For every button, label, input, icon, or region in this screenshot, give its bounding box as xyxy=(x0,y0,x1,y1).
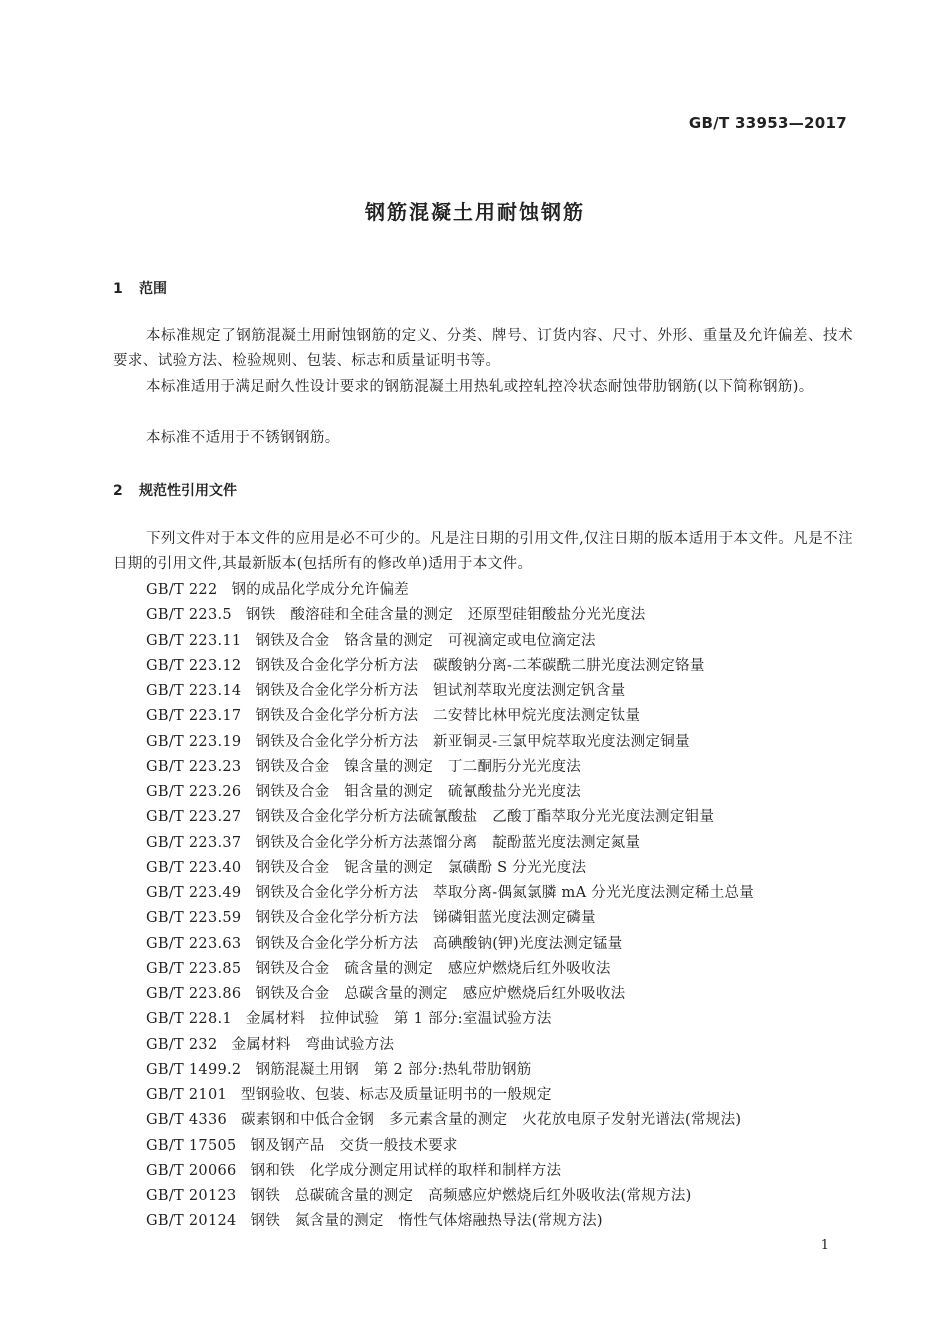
reference-item xyxy=(146,578,754,603)
reference-code: GB/T 223.49 xyxy=(146,885,242,901)
section-2-title: 规范性引用文件 xyxy=(139,483,237,499)
reference-title: 钢铁及合金化学分析方法 碳酸钠分离-二苯碳酰二肼光度法测定铬量 xyxy=(255,657,705,674)
reference-item xyxy=(146,755,754,780)
reference-item xyxy=(146,704,754,729)
reference-title: 钢铁 酸溶硅和全硅含量的测定 还原型硅钼酸盐分光光度法 xyxy=(245,607,646,624)
reference-code: GB/T 223.12 xyxy=(146,657,242,674)
reference-code: GB/T 4336 xyxy=(146,1112,228,1129)
reference-code: GB/T 223.19 xyxy=(146,733,242,750)
reference-item xyxy=(146,1058,754,1083)
reference-item xyxy=(146,679,754,704)
reference-title: 金属材料 拉伸试验 第 1 部分:室温试验方法 xyxy=(245,1011,552,1028)
reference-code: GB/T 223.11 xyxy=(146,632,242,649)
standard-code: GB/T 33953—2017 xyxy=(688,114,847,132)
reference-code: GB/T 223.27 xyxy=(146,809,242,826)
section-1-heading xyxy=(113,278,167,298)
section-2-number: 2 xyxy=(113,483,123,499)
reference-code: GB/T 20124 xyxy=(146,1213,237,1230)
reference-item xyxy=(146,629,754,654)
reference-code: GB/T 223.23 xyxy=(146,758,242,775)
reference-title: 钢及钢产品 交货一般技术要求 xyxy=(250,1137,458,1154)
section-1-paragraph-1: 本标准规定了钢筋混凝土用耐蚀钢筋的定义、分类、牌号、订货内容、尺寸、外形、重量及允许偏差、技术要求、试验方法、检验规则、包装、标志和质量证明书等。 xyxy=(113,328,853,369)
reference-title: 钢和铁 化学成分测定用试样的取样和制样方法 xyxy=(250,1162,562,1179)
reference-item xyxy=(146,1184,754,1209)
document-title: 钢筋混凝土用耐蚀钢筋 xyxy=(365,200,585,224)
reference-title: 钢铁 氮含量的测定 惰性气体熔融热导法(常规方法) xyxy=(250,1213,603,1230)
reference-code: GB/T 222 xyxy=(146,582,218,598)
reference-title: 钢铁及合金 总碳含量的测定 感应炉燃烧后红外吸收法 xyxy=(255,986,626,1002)
reference-item xyxy=(146,1134,754,1159)
reference-title: 钢铁及合金 镍含量的测定 丁二酮肟分光光度法 xyxy=(255,758,582,775)
reference-title: 钢铁及合金化学分析方法 萃取分离-偶氮氯膦 mA 分光光度法测定稀土总量 xyxy=(255,885,755,901)
reference-title: 钢铁及合金化学分析方法 高碘酸钠(钾)光度法测定锰量 xyxy=(255,935,623,952)
section-1-title: 范围 xyxy=(139,281,167,297)
reference-title: 钢筋混凝土用钢 第 2 部分:热轧带肋钢筋 xyxy=(255,1061,532,1078)
reference-code: GB/T 223.17 xyxy=(146,708,242,725)
reference-title: 钢铁及合金化学分析方法 新亚铜灵-三氯甲烷萃取光度法测定铜量 xyxy=(255,733,690,750)
reference-title: 钢的成品化学成分允许偏差 xyxy=(231,582,410,598)
reference-code: GB/T 223.26 xyxy=(146,784,242,800)
reference-item xyxy=(146,831,754,856)
reference-code: GB/T 228.1 xyxy=(146,1011,232,1028)
reference-item xyxy=(146,654,754,679)
reference-code: GB/T 223.86 xyxy=(146,986,242,1002)
reference-title: 型钢验收、包装、标志及质量证明书的一般规定 xyxy=(241,1087,552,1103)
page-number: 1 xyxy=(820,1238,829,1253)
section-2-paragraph-1: 下列文件对于本文件的应用是必不可少的。凡是注日期的引用文件,仅注日期的版本适用于本文件。凡是不注日期的引用文件,其最新版本(包括所有的修改单)适用于本文件。 xyxy=(113,531,853,572)
reference-item xyxy=(146,881,754,906)
reference-item xyxy=(146,1108,754,1133)
reference-item xyxy=(146,1083,754,1108)
reference-title: 钢铁及合金化学分析方法蒸馏分离 靛酚蓝光度法测定氮量 xyxy=(255,834,641,851)
reference-item xyxy=(146,1033,754,1058)
reference-item xyxy=(146,1007,754,1032)
reference-item xyxy=(146,856,754,881)
reference-title: 金属材料 弯曲试验方法 xyxy=(231,1036,395,1053)
reference-code: GB/T 223.40 xyxy=(146,859,242,876)
reference-title: 钢铁及合金 铬含量的测定 可视滴定或电位滴定法 xyxy=(255,632,596,649)
reference-code: GB/T 20123 xyxy=(146,1188,237,1204)
reference-code: GB/T 1499.2 xyxy=(146,1061,242,1078)
reference-code: GB/T 2101 xyxy=(146,1087,228,1103)
reference-code: GB/T 223.85 xyxy=(146,960,242,977)
reference-code: GB/T 223.37 xyxy=(146,834,242,851)
reference-title: 钢铁及合金 铌含量的测定 氯磺酚 S 分光光度法 xyxy=(255,859,587,876)
reference-item xyxy=(146,906,754,931)
reference-item xyxy=(146,982,754,1007)
reference-item xyxy=(146,780,754,805)
section-1-paragraph-3: 本标准不适用于不锈钢钢筋。 xyxy=(146,430,340,446)
reference-item xyxy=(146,1159,754,1184)
reference-code: GB/T 20066 xyxy=(146,1162,237,1179)
reference-title: 碳素钢和中低合金钢 多元素含量的测定 火花放电原子发射光谱法(常规法) xyxy=(241,1112,742,1129)
reference-code: GB/T 232 xyxy=(146,1036,218,1053)
reference-item xyxy=(146,932,754,957)
reference-item xyxy=(146,603,754,628)
reference-code: GB/T 223.59 xyxy=(146,910,242,927)
section-1-paragraph-2: 本标准适用于满足耐久性设计要求的钢筋混凝土用热轧或控轧控冷状态耐蚀带肋钢筋(以下简称钢筋)。 xyxy=(146,379,814,395)
reference-title: 钢铁及合金化学分析方法 钽试剂萃取光度法测定钒含量 xyxy=(255,683,626,699)
reference-item xyxy=(146,957,754,982)
reference-title: 钢铁 总碳硫含量的测定 高频感应炉燃烧后红外吸收法(常规方法) xyxy=(250,1188,692,1204)
reference-item xyxy=(146,730,754,755)
reference-item xyxy=(146,805,754,830)
reference-title: 钢铁及合金 硫含量的测定 感应炉燃烧后红外吸收法 xyxy=(255,960,611,977)
section-2-heading xyxy=(113,480,237,500)
reference-item xyxy=(146,1209,754,1234)
reference-title: 钢铁及合金化学分析方法 二安替比林甲烷光度法测定钛量 xyxy=(255,708,641,725)
normative-reference-list xyxy=(146,578,754,1235)
reference-title: 钢铁及合金化学分析方法 锑磷钼蓝光度法测定磷量 xyxy=(255,910,596,927)
reference-code: GB/T 223.14 xyxy=(146,683,242,699)
reference-code: GB/T 17505 xyxy=(146,1137,237,1154)
reference-title: 钢铁及合金化学分析方法硫氰酸盐 乙酸丁酯萃取分光光度法测定钼量 xyxy=(255,809,715,826)
reference-title: 钢铁及合金 钼含量的测定 硫氰酸盐分光光度法 xyxy=(255,784,582,800)
reference-code: GB/T 223.63 xyxy=(146,935,242,952)
section-1-number: 1 xyxy=(113,281,123,297)
reference-code: GB/T 223.5 xyxy=(146,607,232,624)
